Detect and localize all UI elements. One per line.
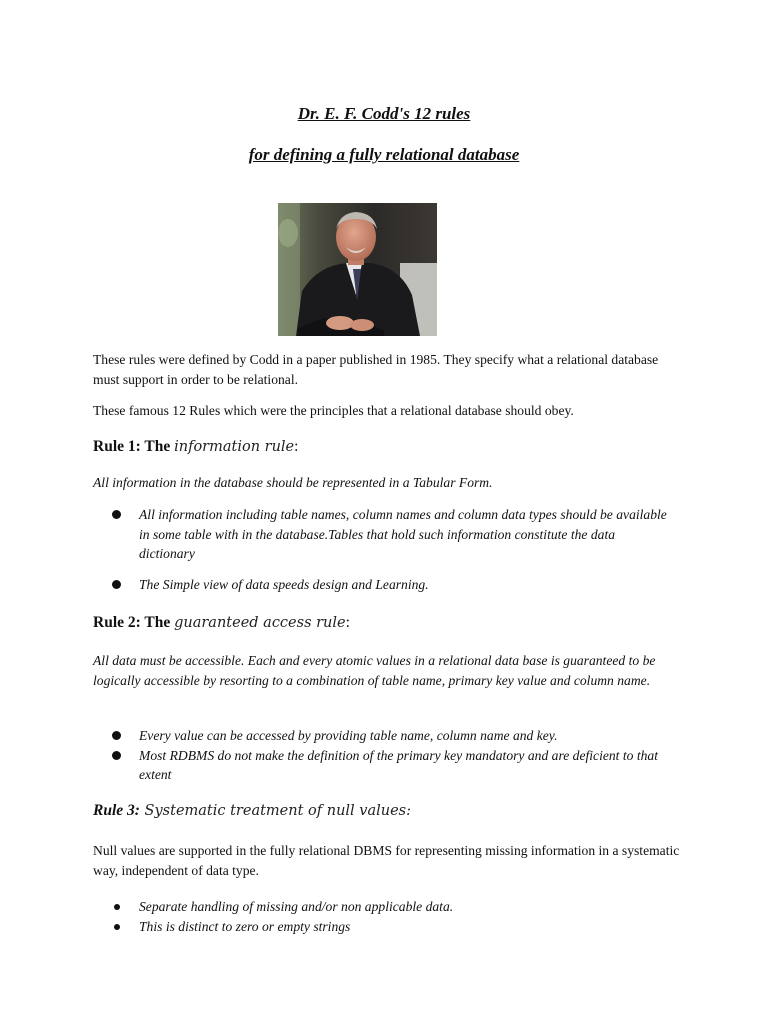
- intro-paragraph-1: These rules were defined by Codd in a paper published in 1985. They specify what a relational database must support in order to be relational.: [93, 352, 659, 387]
- bullet-icon: [112, 580, 121, 589]
- title-line-2: for defining a fully relational database: [248, 145, 520, 164]
- rule-3-bullet-1: Separate handling of missing and/or non applicable data.: [139, 899, 454, 914]
- list-item: [110, 917, 670, 937]
- rule-3-heading: [93, 801, 693, 821]
- rule-2-heading: [93, 613, 693, 633]
- rule-1-bullet-list-2: [110, 575, 670, 595]
- rule-1-statement: All information in the database should be represented in a Tabular Form.: [93, 475, 493, 490]
- rule-1-heading: [93, 437, 693, 457]
- rule-1-name: information rule: [174, 439, 295, 455]
- rule-1-bullet-list: [110, 505, 670, 564]
- bullet-icon: [114, 924, 120, 930]
- rule-2-colon: :: [345, 614, 350, 631]
- list-item: [110, 575, 670, 595]
- title-line-1: Dr. E. F. Codd's 12 rules: [297, 104, 471, 123]
- list-item: [110, 505, 670, 564]
- rule-3-name: Systematic treatment of null values:: [139, 803, 412, 819]
- bullet-icon: [114, 904, 120, 910]
- rule-1-label: Rule 1:: [93, 438, 141, 455]
- rule-1-bullet-2: The Simple view of data speeds design and Learning.: [139, 577, 429, 592]
- rule-2-statement: All data must be accessible. Each and every atomic values in a relational data base is guaranteed to be logically accessible by resorting to a combination of table name, primary key value and column name.: [93, 653, 656, 688]
- portrait-illustration: [278, 203, 437, 336]
- intro-paragraph-2: These famous 12 Rules which were the principles that a relational database should obey.: [93, 403, 574, 418]
- rule-1-the: The: [140, 438, 175, 455]
- rule-2-label: Rule 2:: [93, 614, 141, 631]
- rule-2-name: guaranteed access rule: [174, 615, 346, 631]
- list-item: [110, 897, 670, 917]
- rule-1-bullet-1: All information including table names, column names and column data types should be available in some table with in the database.Tables that hold such information constitute the data dictionary: [139, 507, 667, 561]
- rule-3-label: Rule 3:: [93, 802, 140, 819]
- bullet-icon: [112, 751, 121, 760]
- bullet-icon: [112, 510, 121, 519]
- rule-3-bullet-2: This is distinct to zero or empty strings: [139, 918, 351, 934]
- rule-2-bullet-2: Most RDBMS do not make the definition of the primary key mandatory and are deficient to that extent: [139, 747, 658, 782]
- list-item: [110, 746, 670, 785]
- codd-portrait-photo: [278, 203, 437, 336]
- rule-3-bullet-list: [110, 897, 670, 936]
- rule-1-colon: :: [294, 438, 299, 455]
- rule-2-bullet-1: Every value can be accessed by providing table name, column name and key.: [139, 728, 558, 743]
- bullet-icon: [112, 731, 121, 740]
- list-item: [110, 726, 670, 746]
- rule-3-statement: Null values are supported in the fully relational DBMS for representing missing information in a systematic way, independent of data type.: [93, 843, 680, 878]
- rule-2-the: The: [140, 614, 175, 631]
- rule-2-bullet-list: [110, 726, 670, 785]
